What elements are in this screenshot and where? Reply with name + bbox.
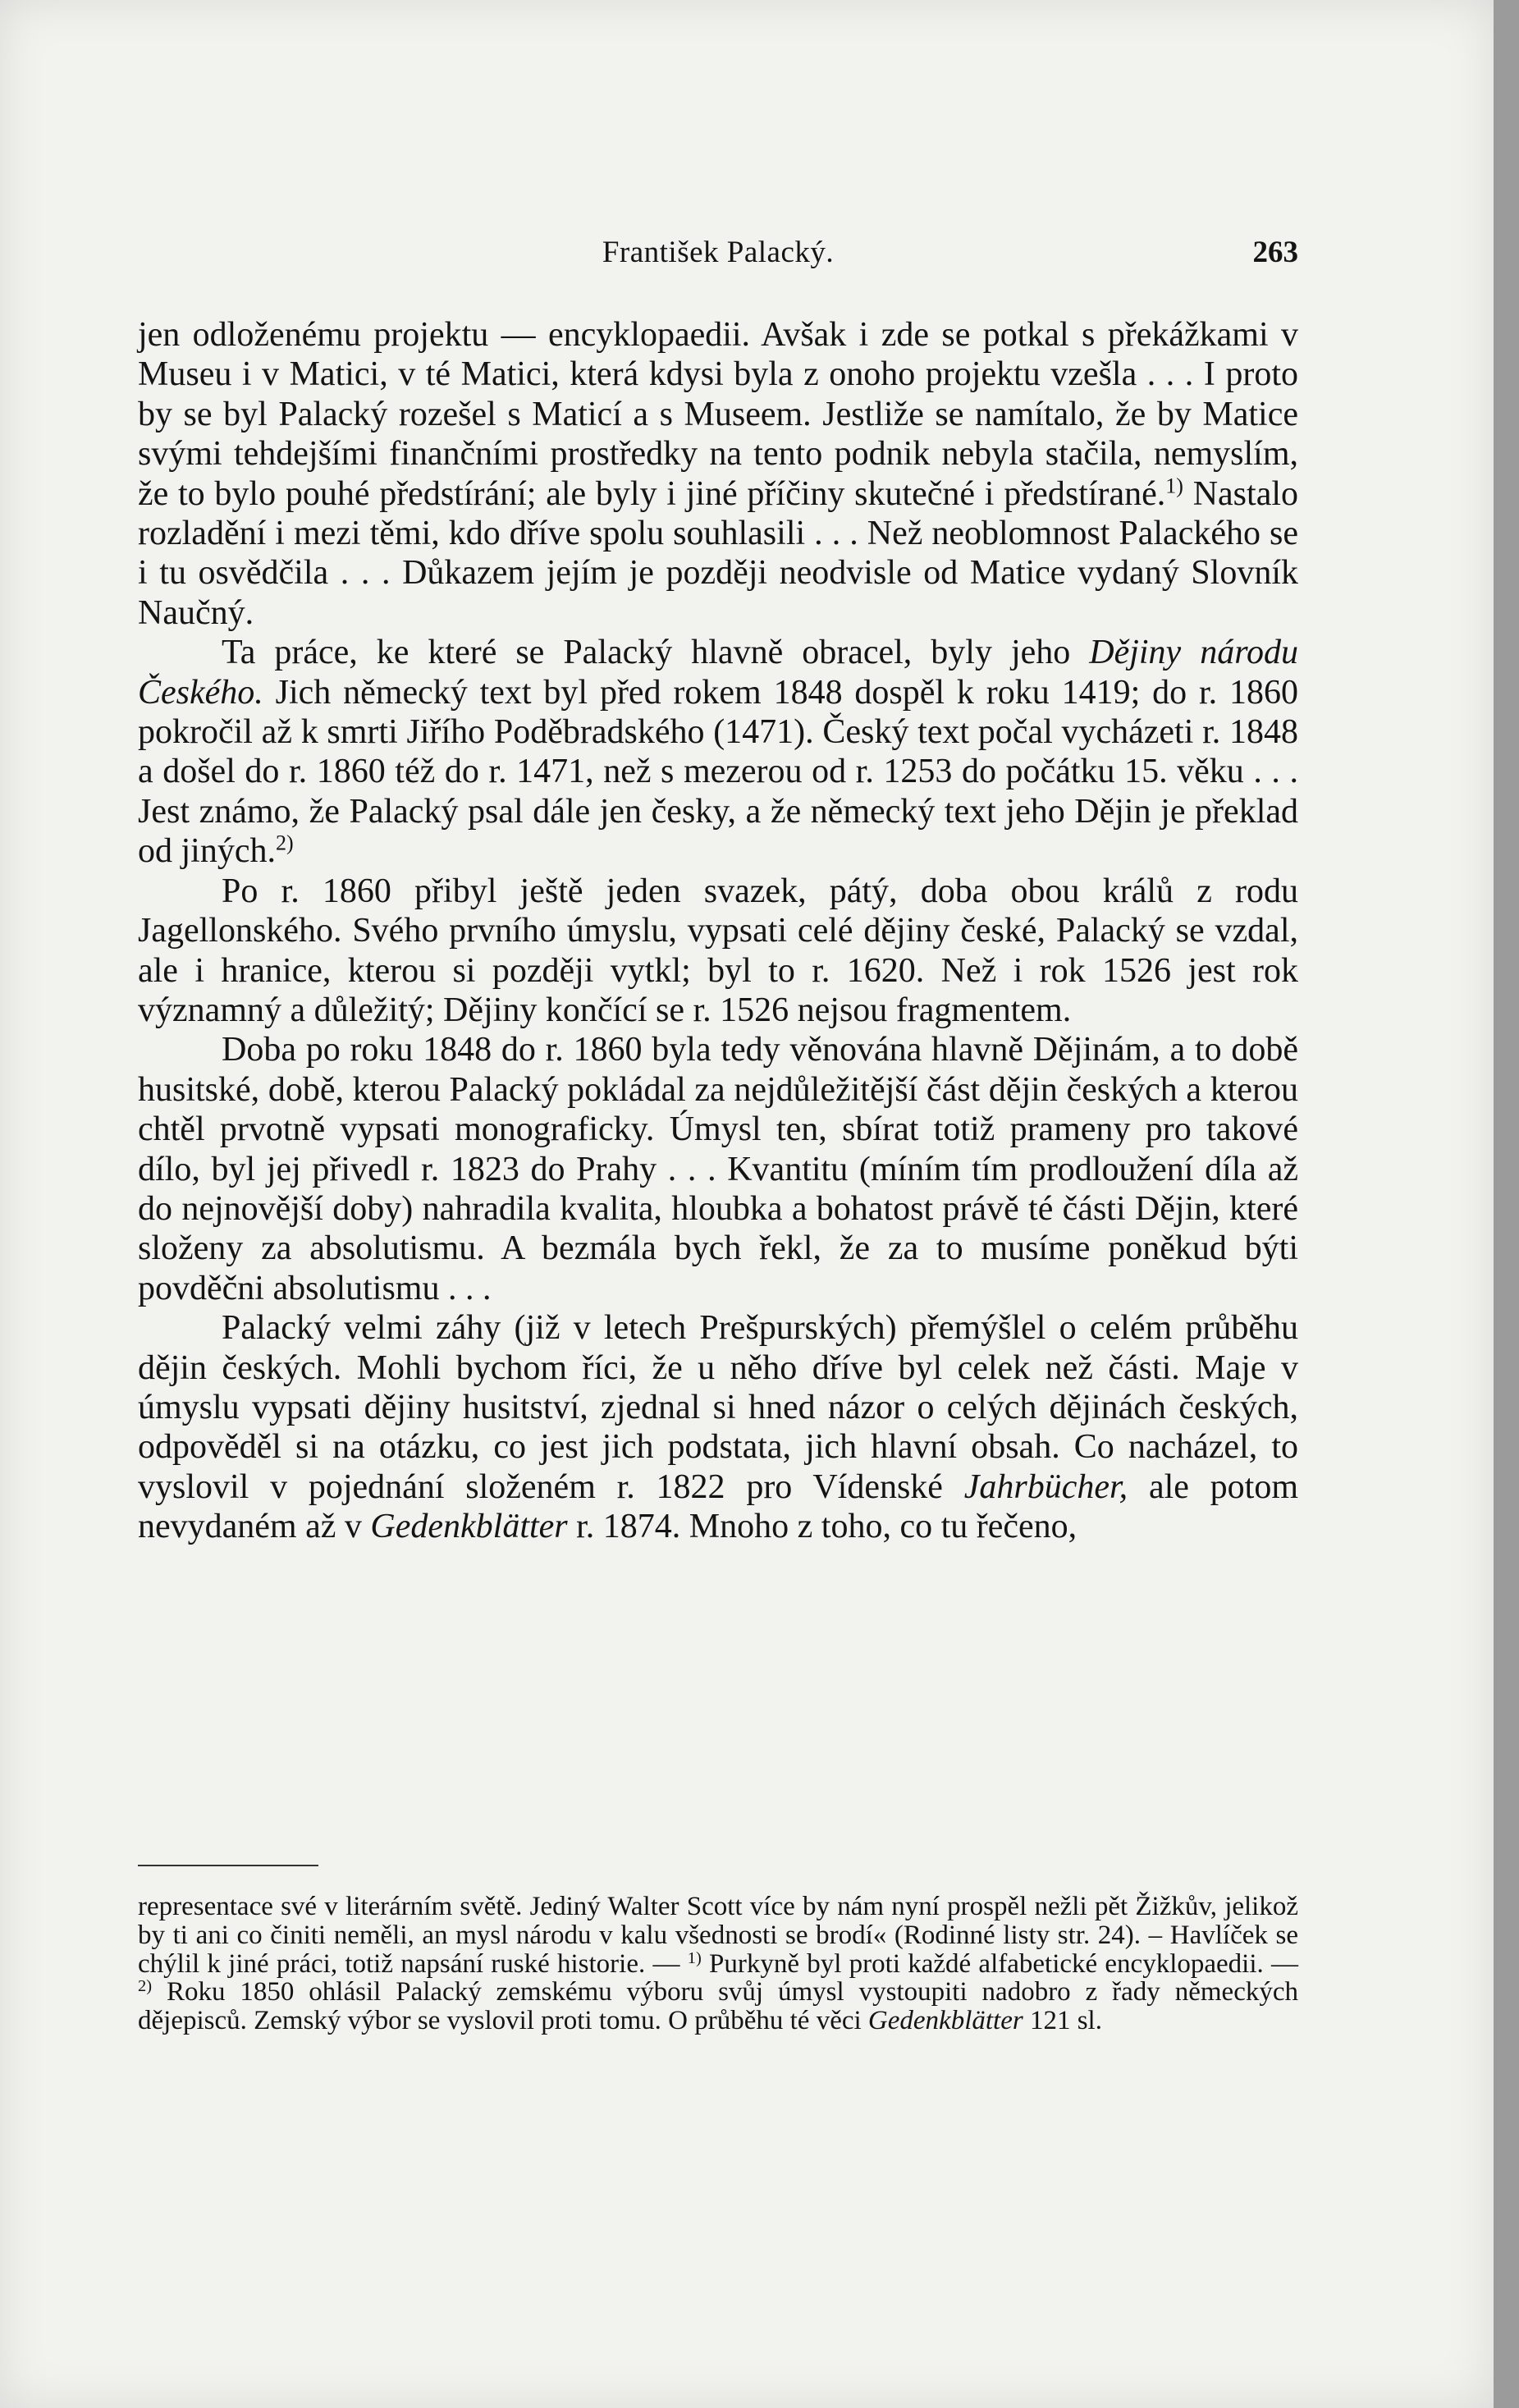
- paragraph: [138, 315, 1298, 633]
- page-number: 263: [1252, 236, 1298, 269]
- running-header: [138, 232, 1298, 273]
- footnote-reference: 2): [138, 1977, 153, 1996]
- paragraph: [138, 1308, 1298, 1546]
- footnote-reference: 1): [687, 1948, 702, 1967]
- paragraph: [138, 872, 1298, 1031]
- text-run: Nastalo rozladění i mezi těmi, kdo dříve spolu souhlasili . . . Než neoblomnost Palackého se i tu osvědčila . . . Důkazem jejím je později neodvisle od Matice vydaný Slovník Naučný.: [138, 474, 1298, 632]
- italic-title: Jahrbücher,: [963, 1467, 1128, 1506]
- italic-title: Dějiny národu Českého.: [138, 634, 1298, 712]
- text-run: Jich německý text byl před rokem 1848 dospěl k roku 1419; do r. 1860 pokročil až k smrti Jiřího Poděbradského (1471). Český text počal vycházeti r. 1848 a došel do r. 1860 též do r. 1471, než s mezerou od r. 1253 do počátku 15. věku . . . Jest známo, že Palacký psal dále jen česky, a že německý text jeho Dějin je překlad od jiných.: [138, 673, 1298, 871]
- scan-edge: [1494, 0, 1519, 2408]
- text-run: jen odloženému projektu — encyklopaedii. Avšak i zde se potkal s překážkami v Museu i v Matici, v té Matici, která kdysi byla z onoho projektu vzešla . . . I proto by se byl Palacký rozešel s Maticí a s Museem. Jestliže se namítalo, že by Matice svými tehdejšími finančními prostředky na tento podnik nebyla stačila, nemyslím, že to bylo pouhé předstírání; ale byly i jiné příčiny skutečné i předstírané.: [138, 316, 1298, 513]
- paragraph: [138, 633, 1298, 871]
- footnote-reference: 1): [1165, 474, 1183, 498]
- text-run: Roku 1850 ohlásil Palacký zemskému výboru svůj úmysl vystoupiti nadobro z řady německých dějepisců. Zemský výbor se vyslovil proti tomu. O průběhu té věci: [138, 1977, 1298, 2036]
- italic-title: Gedenkblätter: [370, 1508, 568, 1546]
- text-run: representace své v literárním světě. Jediný Walter Scott více by nám nyní prospěl nežli pět Žižkův, jelikož by ti ani co činiti neměli, an mysl národu v kalu všednosti se brodí« (Rodinné listy str. 24). – Havlíček se chýlil k jiné práci, totiž napsání ruské historie. —: [138, 1892, 1298, 1979]
- text-run: Ta práce, ke které se Palacký hlavně obracel, byly jeho: [222, 634, 1090, 672]
- footnote-separator: [138, 1865, 318, 1866]
- text-run: Purkyně byl proti každé alfabetické encyklopaedii. —: [701, 1948, 1298, 1979]
- text-run: ale potom nevydaném až v: [138, 1467, 1299, 1546]
- footnote-text: [138, 1893, 1298, 2035]
- running-title: František Palacký.: [602, 236, 835, 269]
- italic-title: Gedenkblätter: [867, 2006, 1023, 2036]
- footnote-reference: 2): [275, 831, 294, 855]
- text-run: Palacký velmi záhy (již v letech Prešpurských) přemýšlel o celém průběhu dějin českých. Mohli bychom říci, že u něho dříve byl celek než části. Maje v úmyslu vypsati dějiny husitství, zjednal si hned názor o celých dějinách českých, odpověděl si na otázku, co jest jich podstata, jich hlavní obsah. Co nacházel, to vyslovil v pojednání složeném r. 1822 pro Vídenské: [138, 1309, 1298, 1506]
- paragraph: [138, 1030, 1298, 1308]
- main-text: [138, 315, 1298, 1547]
- footnotes: [138, 1893, 1298, 2035]
- text-run: Po r. 1860 přibyl ještě jeden svazek, pátý, doba obou králů z rodu Jagellonského. Svého prvního úmyslu, vypsati celé dějiny české, Palacký se vzdal, ale i hranice, kterou si později vytkl; byl to r. 1620. Než i rok 1526 jest rok významný a důležitý; Dějiny končící se r. 1526 nejsou fragmentem.: [138, 872, 1298, 1029]
- text-run: r. 1874. Mnoho z toho, co tu řečeno,: [567, 1508, 1077, 1546]
- text-run: 121 sl.: [1023, 2006, 1102, 2036]
- text-run: Doba po roku 1848 do r. 1860 byla tedy věnována hlavně Dějinám, a to době husitské, době, kterou Palacký pokládal za nejdůležitější část dějin českých a kterou chtěl prvotně vypsati monograficky. Úmysl ten, sbírat totiž prameny pro takové dílo, byl jej přivedl r. 1823 do Prahy . . . Kvantitu (míním tím prodloužení díla až do nejnovější doby) nahradila kvalita, hloubka a bohatost právě té části Dějin, které složeny za absolutismu. A bezmála bych řekl, že za to musíme poněkud býti povděčni absolutismu . . .: [138, 1031, 1298, 1307]
